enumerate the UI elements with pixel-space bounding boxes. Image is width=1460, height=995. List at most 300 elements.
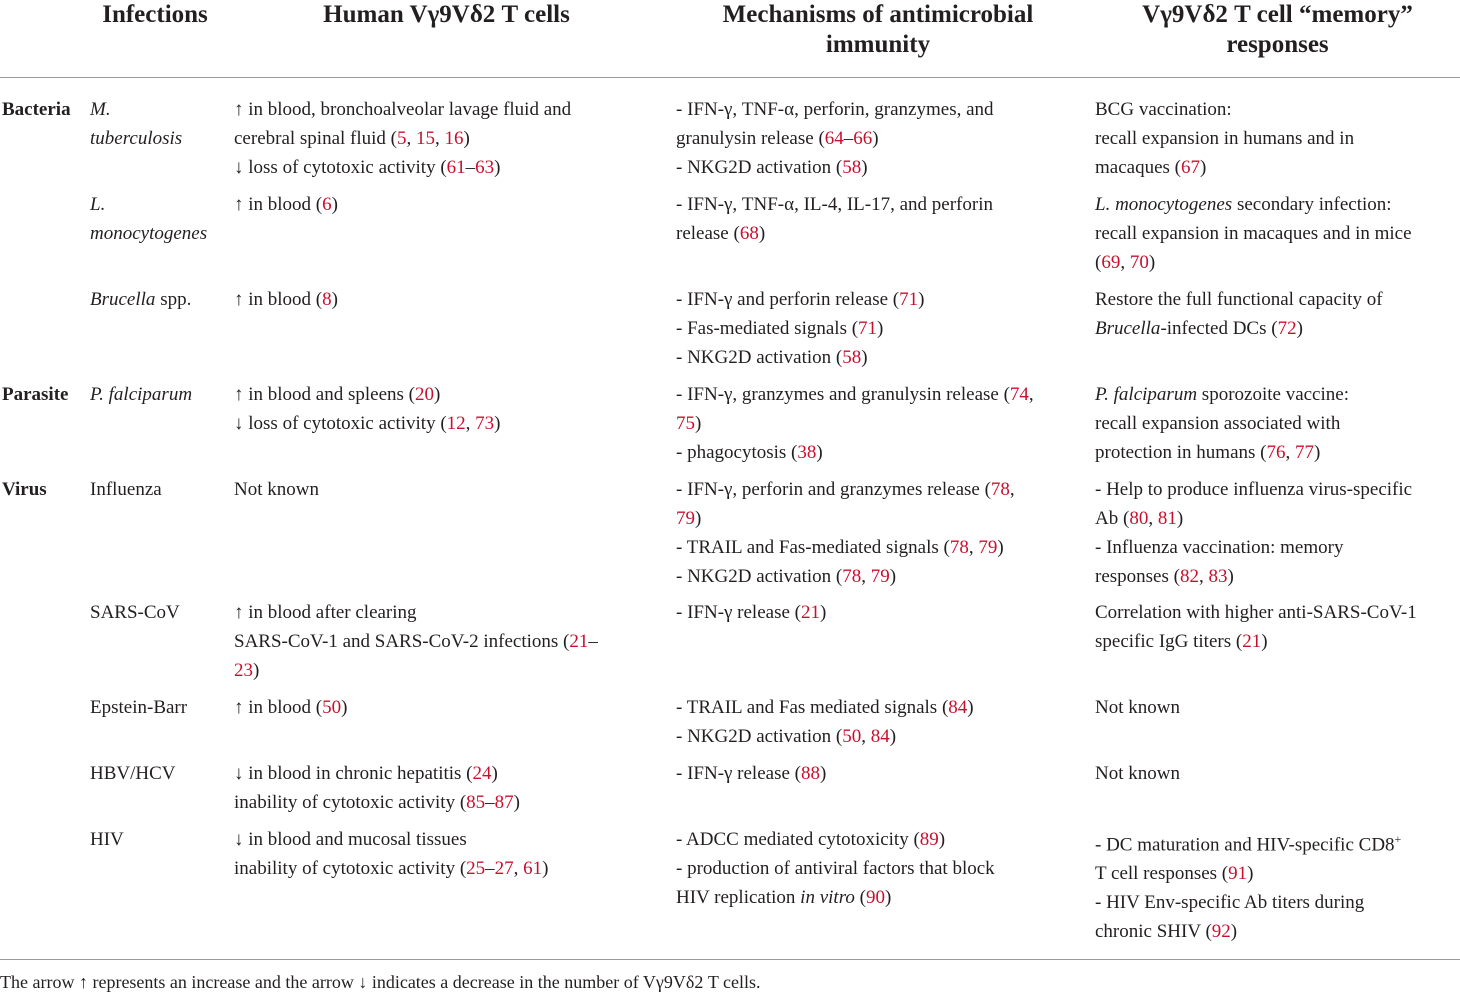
reference-link[interactable]: 15 [416,128,436,149]
text-segment: ) [967,697,974,718]
cell-line [1095,504,1457,533]
cell-line [676,190,1080,219]
text-segment: Influenza [90,479,162,500]
reference-link[interactable]: 63 [475,157,495,178]
reference-link[interactable]: 78 [842,566,862,587]
reference-link[interactable]: 84 [870,726,890,747]
text-segment: , [861,726,871,747]
text-segment: Correlation with higher anti-SARS-CoV-1 [1095,602,1417,623]
reference-link[interactable]: 79 [676,508,695,529]
text-segment: chronic SHIV ( [1095,921,1212,943]
cell-line [676,533,1080,562]
text-segment: ↑ in blood after clearing [234,602,417,623]
header-human-cells [234,0,659,30]
cell-human-cells [234,693,659,722]
table-footnote: The arrow ↑ represents an increase and the arrow ↓ indicates a decrease in the number of Vγ9Vδ2 T cells. [0,972,761,992]
text-segment: ) [816,442,823,463]
reference-link[interactable]: 16 [444,128,464,149]
cell-line [676,285,1080,314]
text-segment: - phagocytosis ( [676,442,798,463]
cell-line [676,219,1080,248]
cell-memory [1095,759,1457,788]
cell-line [1095,153,1457,182]
reference-link[interactable]: 8 [322,289,332,310]
cell-line [234,693,659,722]
cell-memory [1095,475,1457,591]
text-segment: ) [889,566,897,587]
cell-line [676,475,1080,504]
text-segment: ↑ in blood and spleens ( [234,384,416,405]
cell-line [676,95,1080,124]
text-segment: - NKG2D activation ( [676,157,843,178]
cell-memory [1095,95,1457,182]
text-segment: – [588,631,598,652]
reference-link[interactable]: 75 [676,413,695,434]
text-segment: , [435,128,445,149]
text-segment: ↑ in blood ( [234,697,323,718]
cell-line [1095,825,1457,859]
text-segment: ↓ loss of cytotoxic activity ( [234,413,447,434]
cell-line [1095,380,1457,409]
text-segment: , [861,566,871,587]
reference-link[interactable]: 78 [949,537,969,558]
text-segment: ) [463,128,470,149]
text-segment: , [465,413,476,434]
cell-line [90,95,225,124]
cell-line [1095,533,1457,562]
cell-line [1095,190,1457,219]
italic-text: L. [90,194,106,215]
text-segment: – [843,128,854,149]
italic-text: monocytogenes [90,223,208,244]
cell-line [234,759,659,788]
cell-category: Parasite [2,384,69,405]
text-segment: - ADCC mediated cytotoxicity ( [676,829,920,850]
reference-link[interactable]: 79 [978,537,998,558]
text-segment: - NKG2D activation ( [676,347,843,368]
cell-line [90,285,225,314]
cell-human-cells [234,285,659,314]
reference-link[interactable]: 23 [234,660,253,681]
header-line: Human Vγ9Vδ2 T cells [323,1,570,28]
cell-line [234,380,659,409]
cell-line [90,825,225,854]
header-line: Vγ9Vδ2 T cell “memory” [1142,1,1413,28]
reference-link[interactable]: 61 [446,157,466,178]
header-line: Infections [102,1,208,28]
reference-link[interactable]: 78 [990,479,1010,500]
cell-infection [90,759,225,788]
text-segment: ) [341,697,348,718]
text-segment: ) [819,602,827,623]
text-segment: ↓ in blood in chronic hepatitis ( [234,763,473,784]
text-segment: ↑ in blood ( [234,194,323,215]
text-segment: , [1028,384,1034,405]
text-segment: ) [1261,631,1268,652]
text-segment: ( [854,887,866,908]
text-segment: , [406,128,417,149]
cell-category: Bacteria [2,99,71,120]
cell-human-cells [234,598,659,685]
text-segment: – [485,792,495,813]
text-segment: ) [819,763,827,784]
cell-line [234,854,659,883]
cell-line [1095,917,1457,946]
text-segment: ↓ in blood and mucosal tissues [234,829,467,850]
reference-link[interactable]: 27 [494,858,514,879]
text-segment: , [1120,252,1130,273]
text-segment: ) [889,726,897,747]
reference-link[interactable]: 6 [322,194,332,215]
cell-mechanisms [676,285,1080,372]
reference-link[interactable]: 71 [899,289,919,310]
text-segment: release ( [676,223,740,244]
italic-text: Brucella [1095,318,1161,339]
text-segment: ↓ loss of cytotoxic activity ( [234,157,447,178]
cell-human-cells [234,475,659,504]
reference-link[interactable]: 25 [466,858,486,879]
text-segment: - Fas-mediated signals ( [676,318,859,339]
italic-text: L. monocytogenes [1095,194,1233,215]
reference-link[interactable]: 21 [569,631,589,652]
text-segment: ) [1199,157,1207,178]
cell-line [676,562,1080,591]
cell-memory [1095,190,1457,277]
cell-line [234,598,659,627]
cell-human-cells [234,759,659,817]
text-segment: sporozoite vaccine: [1197,384,1349,405]
text-segment: - Help to produce influenza virus-specific [1095,479,1413,500]
cell-human-cells [234,380,659,438]
cell-line [676,759,1080,788]
text-segment: ) [861,347,868,368]
cell-mechanisms [676,475,1080,591]
cell-infection [90,475,225,504]
reference-link[interactable]: 92 [1211,921,1231,943]
text-segment: Epstein-Barr [90,697,188,718]
text-segment: , [1009,479,1015,500]
text-segment: Not known [1095,763,1180,784]
text-segment: ) [918,289,925,310]
text-segment: - IFN-γ release ( [676,763,801,784]
reference-link[interactable]: 76 [1266,442,1286,463]
cell-line [234,124,659,153]
cell-line [234,788,659,817]
cell-category: Virus [2,479,47,500]
reference-link[interactable]: 21 [1242,631,1262,652]
text-segment: ) [872,128,879,149]
text-segment: HBV/HCV [90,763,176,784]
text-segment: ) [884,887,892,908]
text-segment: ) [997,537,1004,558]
cell-line [1095,219,1457,248]
italic-text: Brucella [90,289,156,310]
reference-link[interactable]: 80 [1129,508,1149,529]
cell-line [234,825,659,854]
text-segment: - HIV Env-specific Ab titers during [1095,892,1365,914]
text-segment: Not known [234,479,319,500]
text-segment: Ab ( [1095,508,1130,529]
cell-line [676,883,1080,912]
cell-memory [1095,285,1457,343]
reference-link[interactable]: 90 [865,887,885,908]
cell-line [676,504,1080,533]
text-segment: recall expansion associated with [1095,413,1341,434]
cell-line [1095,409,1457,438]
text-segment: - IFN-γ and perforin release ( [676,289,900,310]
cell-mechanisms [676,598,1080,627]
cell-line [1095,475,1457,504]
cell-line [676,438,1080,467]
cell-infection [90,190,225,248]
text-segment: -infected DCs ( [1160,318,1278,339]
cell-line [1095,693,1457,722]
text-segment: - Influenza vaccination: memory [1095,537,1344,558]
cell-line [1095,627,1457,656]
text-segment: - DC maturation and HIV-specific CD8 [1095,834,1395,856]
reference-link[interactable]: 50 [842,726,862,747]
cell-mechanisms [676,95,1080,182]
cell-human-cells [234,825,659,883]
text-segment: HIV replication [676,887,801,908]
text-segment: ↑ in blood ( [234,289,323,310]
text-segment: - NKG2D activation ( [676,566,843,587]
reference-link[interactable]: 72 [1277,318,1297,339]
reference-link[interactable]: 24 [472,763,492,784]
reference-link[interactable]: 38 [797,442,817,463]
text-segment: recall expansion in macaques and in mice [1095,223,1412,244]
cell-line [1095,248,1457,277]
text-segment: secondary infection: [1232,194,1392,215]
cell-memory [1095,598,1457,656]
cell-line [676,854,1080,883]
cell-line [676,343,1080,372]
text-segment: SARS-CoV-1 and SARS-CoV-2 infections ( [234,631,570,652]
text-segment: ) [877,318,884,339]
cell-line [90,190,225,219]
text-segment: , [1198,566,1209,587]
reference-link[interactable]: 82 [1179,566,1199,587]
cell-line [1095,562,1457,591]
text-segment: ) [1176,508,1184,529]
text-segment: ( [1095,252,1102,273]
text-segment: – [485,858,495,879]
cell-line [676,124,1080,153]
reference-link[interactable]: 89 [919,829,939,850]
text-segment: ) [1314,442,1321,463]
text-segment: - IFN-γ, TNF-α, IL-4, IL-17, and perforin [676,194,993,215]
text-segment: ) [695,508,702,529]
reference-link[interactable]: 21 [800,602,820,623]
italic-text: P. falciparum [1095,384,1198,405]
text-segment: granulysin release ( [676,128,825,149]
cell-line [1095,859,1457,888]
text-segment: - TRAIL and Fas-mediated signals ( [676,537,950,558]
cell-line [1095,438,1457,467]
reference-link[interactable]: 87 [494,792,514,813]
text-segment: , [1285,442,1295,463]
cell-line [234,190,659,219]
cell-line [234,627,659,656]
header-line: Mechanisms of antimicrobial [722,1,1034,28]
reference-link[interactable]: 81 [1157,508,1177,529]
text-segment: ) [253,660,260,681]
text-segment: , [968,537,979,558]
text-segment: ) [1247,863,1254,885]
italic-text: P. falciparum [90,384,193,405]
reference-link[interactable]: 66 [853,128,873,149]
cell-line [90,124,225,153]
text-segment: responses ( [1095,566,1180,587]
text-segment: SARS-CoV [90,602,180,623]
text-segment: ) [513,792,520,813]
cell-line [1095,124,1457,153]
reference-link[interactable]: 71 [858,318,878,339]
text-segment: ) [494,413,501,434]
italic-text: tuberculosis [90,128,183,149]
reference-link[interactable]: 84 [948,697,968,718]
text-segment: cerebral spinal fluid ( [234,128,398,149]
cell-line [234,95,659,124]
text-segment: - IFN-γ, perforin and granzymes release ( [676,479,991,500]
cell-line [90,693,225,722]
cell-line [676,380,1080,409]
text-segment: Restore the full functional capacity of [1095,289,1383,310]
cell-line [1095,759,1457,788]
text-segment: HIV [90,829,124,850]
text-segment: Not known [1095,697,1180,718]
reference-link[interactable]: 85 [466,792,486,813]
cell-infection [90,693,225,722]
cell-line [90,759,225,788]
text-segment: T cell responses ( [1095,863,1229,885]
cell-infection [90,825,225,854]
cell-memory [1095,825,1457,946]
header-rule [0,77,1460,78]
cell-mechanisms [676,759,1080,788]
bottom-rule [0,959,1460,960]
reference-link[interactable]: 58 [842,157,862,178]
italic-text: in vitro [800,887,855,908]
cell-line [1095,314,1457,343]
text-segment: – [465,157,476,178]
text-segment: ) [1230,921,1238,943]
cell-line [90,219,225,248]
text-segment: specific IgG titers ( [1095,631,1243,652]
cell-line [90,475,225,504]
reference-link[interactable]: 61 [523,858,543,879]
cell-line [234,285,659,314]
reference-link[interactable]: 5 [397,128,407,149]
reference-link[interactable]: 50 [322,697,342,718]
cell-line [1095,285,1457,314]
cell-line [234,153,659,182]
cell-human-cells [234,190,659,219]
text-segment: ) [494,157,501,178]
cell-infection [90,598,225,627]
cell-mechanisms [676,693,1080,751]
text-segment: - production of antiviral factors that block [676,858,995,879]
cell-mechanisms [676,190,1080,248]
reference-link[interactable]: 74 [1009,384,1029,405]
header-line: responses [1226,31,1329,58]
text-segment: ) [861,157,868,178]
reference-link[interactable]: 73 [475,413,495,434]
cell-line [676,314,1080,343]
cell-line [676,153,1080,182]
text-segment: - IFN-γ, TNF-α, perforin, granzymes, and [676,99,994,120]
superscript: + [1394,832,1402,846]
text-segment: ) [1148,252,1156,273]
cell-line [676,722,1080,751]
text-segment: ↑ in blood, bronchoalveolar lavage fluid and [234,99,572,120]
text-segment: protection in humans ( [1095,442,1267,463]
reference-link[interactable]: 58 [842,347,862,368]
text-segment: ) [331,289,338,310]
reference-link[interactable]: 67 [1180,157,1200,178]
text-segment: ) [695,413,702,434]
reference-link[interactable]: 68 [739,223,759,244]
text-segment: ) [1227,566,1234,587]
text-segment: BCG vaccination: [1095,99,1232,120]
cell-memory [1095,380,1457,467]
text-segment: macaques ( [1095,157,1181,178]
reference-link[interactable]: 64 [824,128,844,149]
cell-infection [90,95,225,153]
cell-line [1095,598,1457,627]
reference-link[interactable]: 83 [1208,566,1228,587]
text-segment: inability of cytotoxic activity ( [234,858,467,879]
cell-human-cells [234,95,659,182]
cell-line [676,598,1080,627]
text-segment: , [513,858,524,879]
cell-line [90,380,225,409]
text-segment: - IFN-γ, granzymes and granulysin release ( [676,384,1010,405]
reference-link[interactable]: 79 [870,566,890,587]
text-segment: ) [938,829,946,850]
cell-line [234,656,659,685]
text-segment: - TRAIL and Fas mediated signals ( [676,697,949,718]
reference-link[interactable]: 20 [415,384,435,405]
cell-line [234,475,659,504]
cell-mechanisms [676,825,1080,912]
cell-line [676,825,1080,854]
cell-memory [1095,693,1457,722]
cell-line [1095,95,1457,124]
text-segment: ) [542,858,549,879]
text-segment: - IFN-γ release ( [676,602,801,623]
reference-link[interactable]: 91 [1228,863,1248,885]
text-segment: spp. [155,289,192,310]
cell-infection [90,380,225,409]
header-line: immunity [825,31,931,58]
header-mechanisms [676,0,1080,60]
text-segment: , [1148,508,1158,529]
cell-line [676,409,1080,438]
text-segment: ) [1296,318,1303,339]
text-segment: ) [491,763,498,784]
text-segment: ) [758,223,766,244]
reference-link[interactable]: 69 [1101,252,1121,273]
cell-line [234,409,659,438]
reference-link[interactable]: 77 [1295,442,1314,463]
reference-link[interactable]: 88 [800,763,820,784]
header-memory [1095,0,1460,60]
reference-link[interactable]: 12 [446,413,466,434]
text-segment: inability of cytotoxic activity ( [234,792,467,813]
reference-link[interactable]: 70 [1129,252,1149,273]
text-segment: - NKG2D activation ( [676,726,843,747]
